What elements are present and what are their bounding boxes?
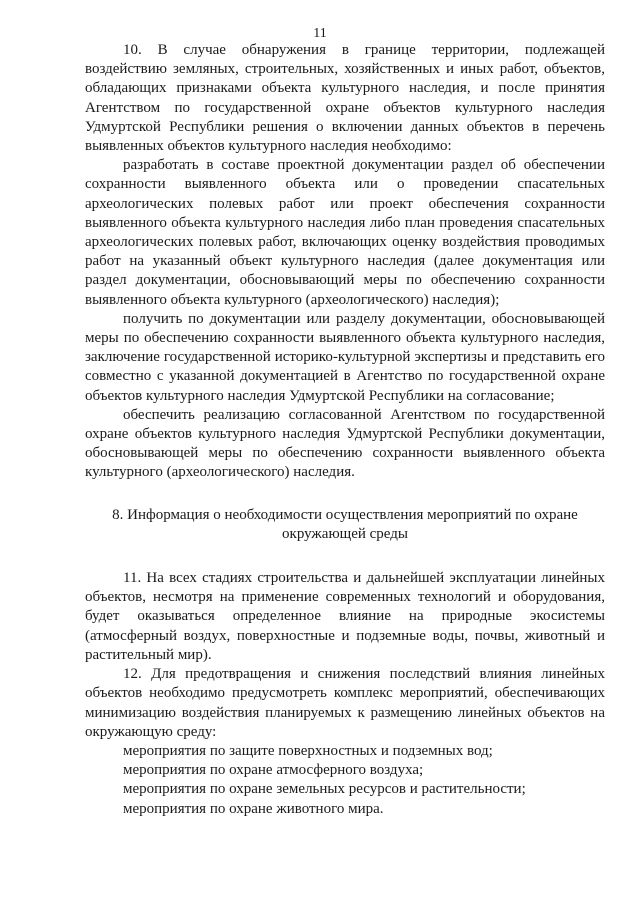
list-item-wildlife-protection: мероприятия по охране животного мира. — [123, 800, 384, 817]
paragraph-11: 11. На всех стадиях строительства и дальнейшей эксплуатации линейных объектов, несмотря на применение современных технологий и оборудования, будет оказываться определенное влияние на природные экосистемы (атмосферный воздух, поверхностные и подземные воды, почвы, животный и растительный мир). — [85, 570, 605, 663]
paragraph-12: 12. Для предотвращения и снижения последствий влияния линейных объектов необходимо предусмотреть комплекс мероприятий, обеспечивающих минимизацию воздействия планируемых к размещению линейных объектов на окружающую среду: — [85, 666, 605, 740]
page-number: 11 — [313, 26, 327, 41]
list-item-water-protection: мероприятия по защите поверхностных и подземных вод; — [123, 742, 493, 759]
paragraph-implement-documentation: обеспечить реализацию согласованной Агентством по государственной охране объектов культурного наследия Удмуртской Республики документации, обосновывающей меры по обеспечению сохранности выявленного объекта культурного (археологического) наследия. — [85, 406, 605, 481]
paragraph-10: 10. В случае обнаружения в границе территории, подлежащей воздействию земляных, строительных, хозяйственных и иных работ, объектов, обладающих признаками объекта культурного наследия, и после принятия Агентством по государственной охране объектов культурного наследия Удмуртской Республики решения о включении данных объектов в перечень выявленных объектов культурного наследия необходимо: — [85, 42, 605, 155]
list-item-air-protection: мероприятия по охране атмосферного воздуха; — [123, 762, 424, 779]
paragraph-obtain-expertise: получить по документации или разделу документации, обосновывающей меры по обеспечению сохранности выявленного объекта культурного наследия, заключение государственной историко-культурной экспертизы и представить его совместно с указанной документацией в Агентство по государственной охране объектов культурного наследия Удмуртской Республики на согласование; — [85, 310, 605, 404]
document-body — [85, 41, 605, 819]
list-item-land-protection: мероприятия по охране земельных ресурсов и растительности; — [123, 781, 526, 798]
section-8-heading: 8. Информация о необходимости осуществления мероприятий по охране окружающей среды — [112, 506, 578, 542]
paragraph-develop-documentation: разработать в составе проектной документации раздел об обеспечении сохранности выявленного объекта или о проведении спасательных археологических полевых работ или проект обеспечения сохранности выявленного объекта культурного наследия либо план проведения спасательных археологических полевых работ, включающих оценку воздействия проводимых работ на указанный объект культурного наследия (далее документация или раздел документации, обосновывающий меры по обеспечению сохранности выявленного объекта культурного (археологического) наследия); — [85, 157, 605, 308]
